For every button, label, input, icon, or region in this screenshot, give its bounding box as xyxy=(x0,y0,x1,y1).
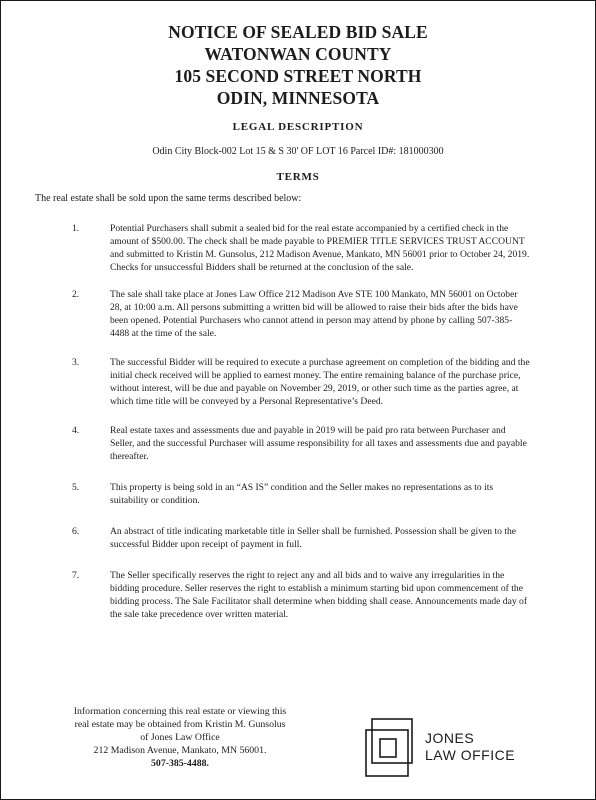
term-item xyxy=(1,424,595,463)
contact-phone: 507-385-4488. xyxy=(151,758,209,769)
title-line-3: 105 SECOND STREET NORTH xyxy=(174,66,422,86)
term-item xyxy=(1,222,595,274)
logo-line-jones: JONES xyxy=(425,730,475,746)
term-text: The sale shall take place at Jones Law Office 212 Madison Ave STE 100 Mankato, MN 56001 on October 28, at 10:00 a.m. All persons submitting a written bid will be allowed to raise their bids after the bids have been opened. Potential Purchasers who cannot attend in person may attend by phone by calling 507-385-4488 at the time of the sale. xyxy=(110,289,518,339)
term-number: 6. xyxy=(72,526,80,537)
jones-law-logo-icon xyxy=(364,718,416,778)
contact-line: 212 Madison Avenue, Mankato, MN 56001. xyxy=(93,745,267,756)
legal-description-text: Odin City Block-002 Lot 15 & S 30' OF LOT 16 Parcel ID#: 181000300 xyxy=(152,146,444,157)
contact-line: Information concerning this real estate or viewing this xyxy=(73,706,287,717)
terms-intro: The real estate shall be sold upon the same terms described below: xyxy=(35,193,302,204)
contact-line: of Jones Law Office xyxy=(140,732,220,743)
title-line-4: ODIN, MINNESOTA xyxy=(216,88,380,108)
term-text: Real estate taxes and assessments due and payable in 2019 will be paid pro rata between Purchaser and Seller, and the successful Purchaser will assume responsibility for all taxes and assessments due and payable thereafter. xyxy=(110,425,527,462)
term-text: An abstract of title indicating marketable title in Seller shall be furnished. Possession shall be given to the successful Bidder upon receipt of payment in full. xyxy=(110,526,517,550)
term-number: 4. xyxy=(72,425,80,436)
term-item xyxy=(1,481,595,507)
contact-info xyxy=(37,705,323,770)
title-line-1: NOTICE OF SEALED BID SALE xyxy=(168,22,428,42)
term-text: The successful Bidder will be required to execute a purchase agreement on completion of the bidding and the initial check received will be applied to earnest money. The entire remaining balance of the purchase price, without interest, will be due and payable on November 29, 2019, or other such time as the parties agree, at which time title will be conveyed by a Personal Representative’s Deed. xyxy=(110,357,530,407)
term-item xyxy=(1,569,595,621)
logo-wordmark xyxy=(425,730,515,764)
terms-heading: TERMS xyxy=(276,171,320,183)
term-text: Potential Purchasers shall submit a sealed bid for the real estate accompanied by a certified check in the amount of $500.00. The check shall be made payable to PREMIER TITLE SERVICES TRUST ACCOUNT and submitted to Kristin M. Gunsolus, 212 Madison Avenue, Mankato, MN 56001 prior to October 24, 2019. Checks for unsuccessful Bidders shall be returned at the conclusion of the sale. xyxy=(110,223,530,273)
legal-description-heading: LEGAL DESCRIPTION xyxy=(232,121,364,133)
notice-title xyxy=(1,1,595,109)
term-number: 7. xyxy=(72,570,80,581)
term-number: 3. xyxy=(72,357,80,368)
term-text: This property is being sold in an “AS IS” condition and the Seller makes no representations as to its suitability or condition. xyxy=(110,482,494,506)
logo-line-law-office: LAW OFFICE xyxy=(425,747,516,763)
term-number: 5. xyxy=(72,482,80,493)
term-number: 2. xyxy=(72,289,80,300)
term-item xyxy=(1,356,595,408)
term-item xyxy=(1,288,595,340)
contact-line: real estate may be obtained from Kristin M. Gunsolus xyxy=(74,719,286,730)
title-line-2: WATONWAN COUNTY xyxy=(204,44,392,64)
term-item xyxy=(1,525,595,551)
term-number: 1. xyxy=(72,223,80,234)
terms-list xyxy=(1,222,595,621)
term-text: The Seller specifically reserves the right to reject any and all bids and to waive any irregularities in the bidding procedure. Seller reserves the right to establish a minimum starting bid upon commencement of the bidding process. The Sale Facilitator shall determine when bidding shall cease. Announcements made day of the sale take precedence over written material. xyxy=(110,570,528,620)
